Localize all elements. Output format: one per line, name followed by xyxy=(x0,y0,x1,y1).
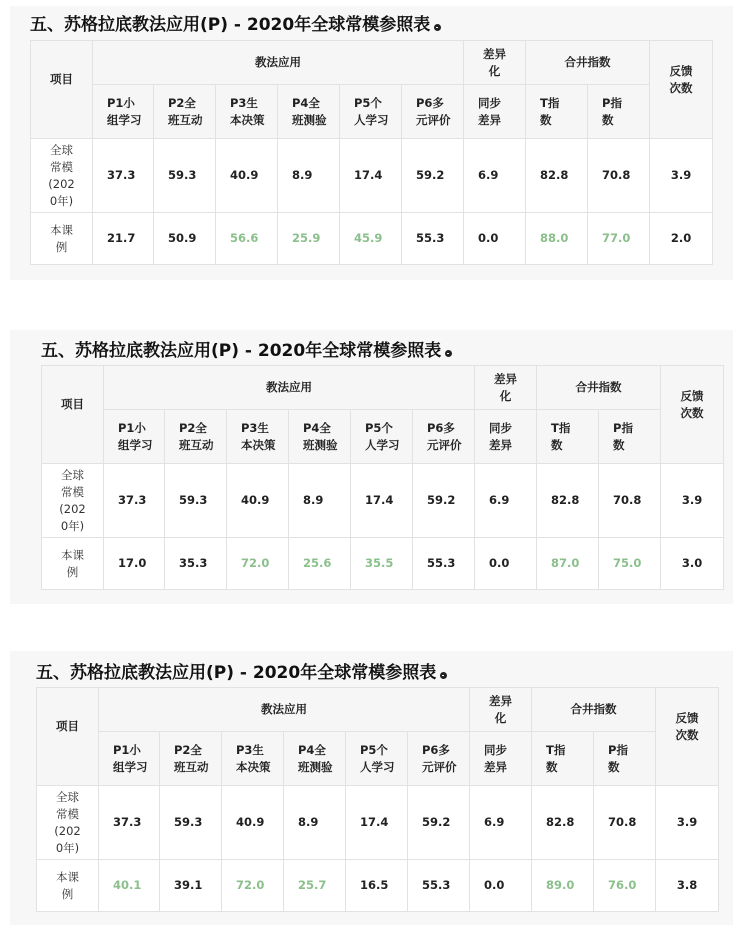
value-cell: 3.9 xyxy=(650,139,713,213)
value-cell: 17.4 xyxy=(346,786,408,860)
header-col-2: P2全 班互动 xyxy=(154,85,216,139)
header-feedback-count: 反馈 次数 xyxy=(656,688,719,786)
row-label: 本课 例 xyxy=(42,538,104,590)
header-group-combined-index: 合井指数 xyxy=(532,688,656,732)
header-col-6: P6多 元评价 xyxy=(413,410,475,464)
table-title xyxy=(36,662,447,684)
row-label: 全球 常模 (202 0年) xyxy=(37,786,99,860)
value-cell: 40.1 xyxy=(99,860,160,912)
header-col-4: P4全 班测验 xyxy=(289,410,351,464)
value-cell: 56.6 xyxy=(216,213,278,265)
value-cell: 17.4 xyxy=(340,139,402,213)
header-group-teaching: 教法应用 xyxy=(104,366,475,410)
header-col-3: P3生 本决策 xyxy=(222,732,284,786)
header-col-1: P1小 组学习 xyxy=(99,732,160,786)
header-col-5: P5个 人学习 xyxy=(346,732,408,786)
value-cell: 17.0 xyxy=(104,538,165,590)
table-row xyxy=(42,538,724,590)
header-col-7: 同步 差异 xyxy=(475,410,537,464)
header-col-6: P6多 元评价 xyxy=(402,85,464,139)
value-cell: 70.8 xyxy=(599,464,661,538)
header-feedback-count: 反馈 次数 xyxy=(650,41,713,139)
value-cell: 3.9 xyxy=(661,464,724,538)
value-cell: 8.9 xyxy=(278,139,340,213)
value-cell: 59.3 xyxy=(154,139,216,213)
header-col-5: P5个 人学习 xyxy=(351,410,413,464)
value-cell: 35.5 xyxy=(351,538,413,590)
value-cell: 82.8 xyxy=(532,786,594,860)
row-label: 本课 例 xyxy=(31,213,93,265)
value-cell: 82.8 xyxy=(526,139,588,213)
table-title-text: 五、苏格拉底教法应用(P) - 2020年全球常模参照表 xyxy=(41,341,442,361)
value-cell: 70.8 xyxy=(594,786,656,860)
row-label: 本课 例 xyxy=(37,860,99,912)
table-title-text: 五、苏格拉底教法应用(P) - 2020年全球常模参照表 xyxy=(30,15,431,35)
value-cell: 25.6 xyxy=(289,538,351,590)
header-col-4: P4全 班测验 xyxy=(284,732,346,786)
header-col-1: P1小 组学习 xyxy=(104,410,165,464)
header-item: 项目 xyxy=(31,41,93,139)
table-title xyxy=(41,340,452,362)
header-group-combined-index: 合井指数 xyxy=(526,41,650,85)
header-feedback-count: 反馈 次数 xyxy=(661,366,724,464)
value-cell: 87.0 xyxy=(537,538,599,590)
value-cell: 0.0 xyxy=(470,860,532,912)
header-group-teaching: 教法应用 xyxy=(93,41,464,85)
row-label: 全球 常模 (202 0年) xyxy=(42,464,104,538)
value-cell: 89.0 xyxy=(532,860,594,912)
value-cell: 76.0 xyxy=(594,860,656,912)
table-row xyxy=(37,860,719,912)
table-row xyxy=(31,139,713,213)
value-cell: 25.7 xyxy=(284,860,346,912)
value-cell: 59.3 xyxy=(165,464,227,538)
value-cell: 59.3 xyxy=(160,786,222,860)
value-cell: 55.3 xyxy=(402,213,464,265)
header-group-differentiation: 差异 化 xyxy=(470,688,532,732)
header-col-8: T指 数 xyxy=(526,85,588,139)
value-cell: 17.4 xyxy=(351,464,413,538)
header-col-8: T指 数 xyxy=(532,732,594,786)
header-col-9: P指 数 xyxy=(594,732,656,786)
value-cell: 0.0 xyxy=(475,538,537,590)
header-col-9: P指 数 xyxy=(599,410,661,464)
header-col-3: P3生 本决策 xyxy=(227,410,289,464)
header-col-7: 同步 差异 xyxy=(464,85,526,139)
value-cell: 40.9 xyxy=(227,464,289,538)
value-cell: 45.9 xyxy=(340,213,402,265)
value-cell: 6.9 xyxy=(464,139,526,213)
value-cell: 37.3 xyxy=(104,464,165,538)
value-cell: 40.9 xyxy=(222,786,284,860)
table-row xyxy=(31,213,713,265)
header-col-1: P1小 组学习 xyxy=(93,85,154,139)
value-cell: 8.9 xyxy=(284,786,346,860)
value-cell: 2.0 xyxy=(650,213,713,265)
value-cell: 82.8 xyxy=(537,464,599,538)
header-col-5: P5个 人学习 xyxy=(340,85,402,139)
value-cell: 77.0 xyxy=(588,213,650,265)
header-col-9: P指 数 xyxy=(588,85,650,139)
header-group-differentiation: 差异 化 xyxy=(464,41,526,85)
value-cell: 50.9 xyxy=(154,213,216,265)
value-cell: 37.3 xyxy=(99,786,160,860)
value-cell: 21.7 xyxy=(93,213,154,265)
value-cell: 70.8 xyxy=(588,139,650,213)
value-cell: 3.9 xyxy=(656,786,719,860)
header-col-7: 同步 差异 xyxy=(470,732,532,786)
value-cell: 55.3 xyxy=(408,860,470,912)
norm-reference-table xyxy=(30,40,713,265)
value-cell: 0.0 xyxy=(464,213,526,265)
table-row xyxy=(37,786,719,860)
value-cell: 59.2 xyxy=(408,786,470,860)
header-col-4: P4全 班测验 xyxy=(278,85,340,139)
value-cell: 3.0 xyxy=(661,538,724,590)
header-col-2: P2全 班互动 xyxy=(160,732,222,786)
table-row xyxy=(42,464,724,538)
norm-reference-table xyxy=(36,687,719,912)
header-group-teaching: 教法应用 xyxy=(99,688,470,732)
header-item: 项目 xyxy=(42,366,104,464)
value-cell: 72.0 xyxy=(227,538,289,590)
value-cell: 6.9 xyxy=(470,786,532,860)
header-group-differentiation: 差异 化 xyxy=(475,366,537,410)
header-item: 项目 xyxy=(37,688,99,786)
value-cell: 16.5 xyxy=(346,860,408,912)
header-col-6: P6多 元评价 xyxy=(408,732,470,786)
value-cell: 35.3 xyxy=(165,538,227,590)
header-col-3: P3生 本决策 xyxy=(216,85,278,139)
value-cell: 37.3 xyxy=(93,139,154,213)
value-cell: 39.1 xyxy=(160,860,222,912)
value-cell: 6.9 xyxy=(475,464,537,538)
value-cell: 75.0 xyxy=(599,538,661,590)
info-dot-icon xyxy=(445,350,452,357)
value-cell: 88.0 xyxy=(526,213,588,265)
row-label: 全球 常模 (202 0年) xyxy=(31,139,93,213)
norm-reference-table xyxy=(41,365,724,590)
info-dot-icon xyxy=(440,672,447,679)
value-cell: 72.0 xyxy=(222,860,284,912)
value-cell: 59.2 xyxy=(413,464,475,538)
value-cell: 3.8 xyxy=(656,860,719,912)
info-dot-icon xyxy=(434,24,441,31)
header-col-8: T指 数 xyxy=(537,410,599,464)
header-group-combined-index: 合井指数 xyxy=(537,366,661,410)
value-cell: 59.2 xyxy=(402,139,464,213)
table-title xyxy=(30,14,441,36)
value-cell: 55.3 xyxy=(413,538,475,590)
value-cell: 25.9 xyxy=(278,213,340,265)
value-cell: 40.9 xyxy=(216,139,278,213)
header-col-2: P2全 班互动 xyxy=(165,410,227,464)
value-cell: 8.9 xyxy=(289,464,351,538)
table-title-text: 五、苏格拉底教法应用(P) - 2020年全球常模参照表 xyxy=(36,663,437,683)
